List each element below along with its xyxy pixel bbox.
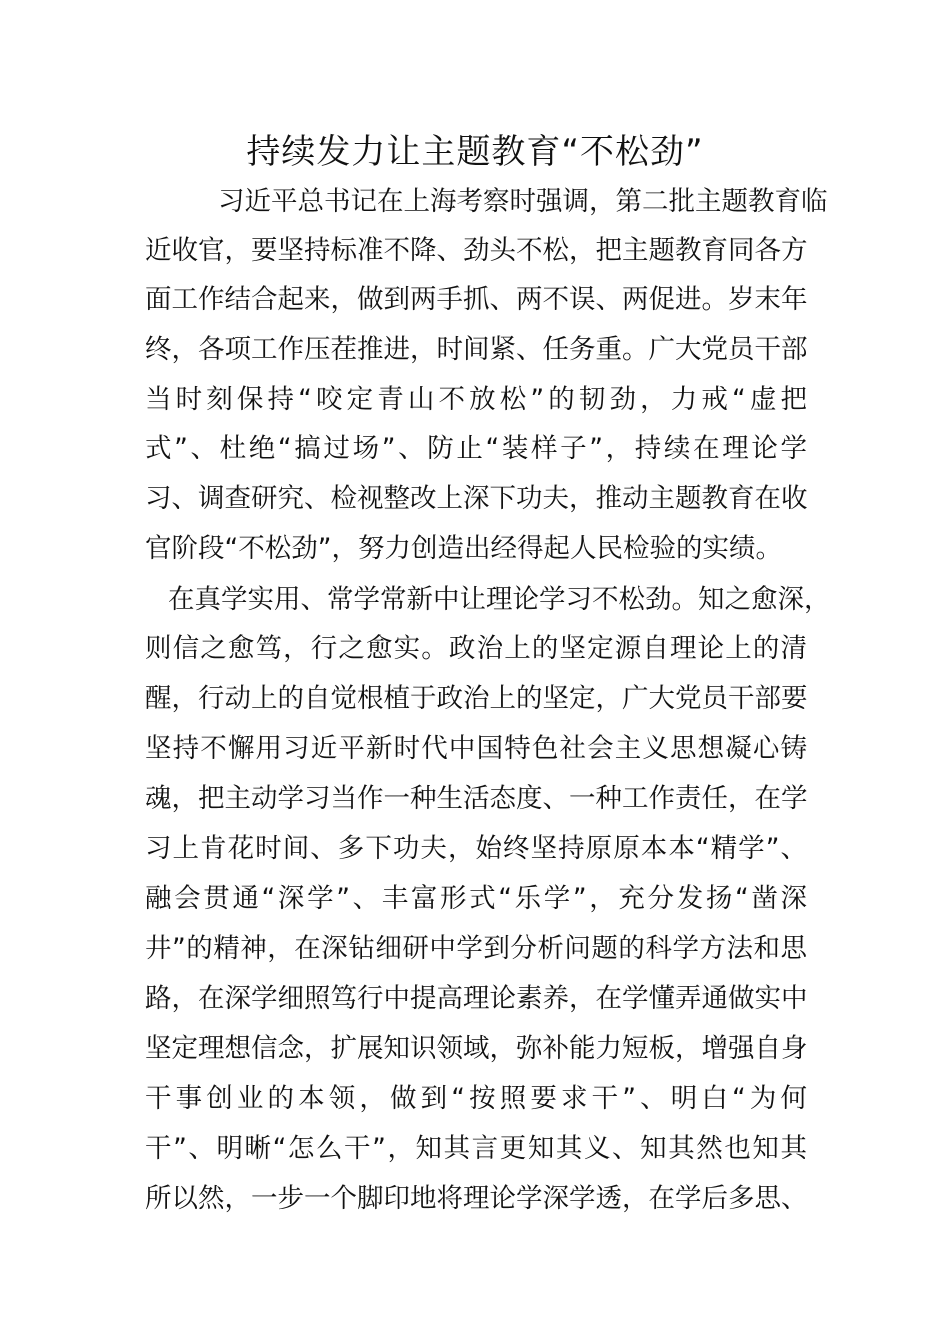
body-line: 坚持不懈用习近平新时代中国特色社会主义思想凝心铸 bbox=[145, 733, 807, 764]
body-line: 干”、明晰“怎么干”，知其言更知其义、知其然也知其 bbox=[145, 1133, 807, 1164]
body-line: 式”、杜绝“搞过场”、防止“装样子”，持续在理论学 bbox=[145, 433, 807, 464]
body-line: 所以然，一步一个脚印地将理论学深学透，在学后多思、 bbox=[145, 1183, 808, 1214]
body-line: 则信之愈笃，行之愈实。政治上的坚定源自理论上的清 bbox=[145, 633, 807, 664]
body-line: 近收官，要坚持标准不降、劲头不松，把主题教育同各方 bbox=[145, 235, 808, 266]
body-line: 融会贯通“深学”、丰富形式“乐学”，充分发扬“凿深 bbox=[145, 883, 807, 914]
body-line: 魂，把主动学习当作一种生活态度、一种工作责任，在学 bbox=[145, 783, 808, 814]
body-line: 终，各项工作压茬推进，时间紧、任务重。广大党员干部 bbox=[145, 334, 808, 365]
body-line: 路，在深学细照笃行中提高理论素养，在学懂弄通做实中 bbox=[145, 983, 808, 1014]
document-title: 持续发力让主题教育“不松劲” bbox=[246, 132, 704, 172]
body-line: 在真学实用、常学常新中让理论学习不松劲。知之愈深， bbox=[168, 584, 831, 615]
body-line: 干事创业的本领，做到“按照要求干”、明白“为何 bbox=[145, 1083, 807, 1114]
body-line: 坚定理想信念，扩展知识领域，弥补能力短板，增强自身 bbox=[145, 1033, 808, 1064]
body-line: 习上肯花时间、多下功夫，始终坚持原原本本“精学”、 bbox=[145, 833, 807, 864]
body-line: 井”的精神，在深钻细研中学到分析问题的科学方法和思 bbox=[145, 933, 807, 964]
body-line: 面工作结合起来，做到两手抓、两不误、两促进。岁末年 bbox=[145, 284, 808, 315]
body-line: 习、调查研究、检视整改上深下功夫，推动主题教育在收 bbox=[145, 483, 808, 514]
body-line: 醒，行动上的自觉根植于政治上的坚定，广大党员干部要 bbox=[145, 683, 808, 714]
body-line: 当时刻保持“咬定青山不放松”的韧劲，力戒“虚把 bbox=[145, 384, 807, 415]
body-line: 官阶段“不松劲”，努力创造出经得起人民检验的实绩。 bbox=[145, 533, 782, 564]
body-line: 习近平总书记在上海考察时强调，第二批主题教育临 bbox=[218, 186, 828, 217]
